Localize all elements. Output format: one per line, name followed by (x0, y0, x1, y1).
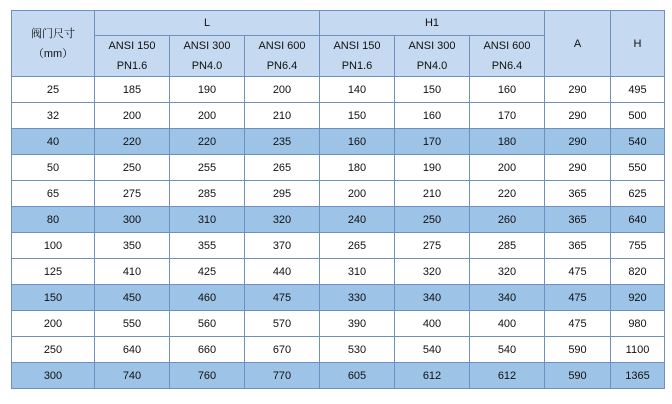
dimension-cell: 920 (611, 285, 665, 311)
dimension-cell: 310 (170, 207, 245, 233)
table-row (12, 77, 665, 103)
dimension-cell: 1365 (611, 363, 665, 389)
dimension-cell: 365 (545, 233, 611, 259)
dimension-cell: 400 (470, 311, 545, 337)
dimension-cell: 550 (611, 155, 665, 181)
valve-size-cell: 200 (12, 311, 95, 337)
pressure-class-ansi: ANSI 600 (258, 40, 306, 52)
dimension-table-container (11, 10, 665, 389)
dimension-cell: 475 (545, 285, 611, 311)
pressure-class-pn: PN1.6 (341, 60, 373, 72)
dimension-cell: 550 (95, 311, 170, 337)
dimension-cell: 370 (245, 233, 320, 259)
dimension-cell: 355 (170, 233, 245, 259)
dimension-cell: 200 (470, 155, 545, 181)
dimension-cell: 185 (95, 77, 170, 103)
table-row (12, 259, 665, 285)
pressure-class-pn: PN1.6 (116, 60, 148, 72)
dimension-cell: 285 (470, 233, 545, 259)
valve-dimension-table (11, 10, 665, 389)
dimension-cell: 235 (245, 129, 320, 155)
table-row (12, 103, 665, 129)
dimension-cell: 290 (545, 77, 611, 103)
dimension-cell: 740 (95, 363, 170, 389)
dimension-cell: 640 (611, 207, 665, 233)
valve-size-cell: 300 (12, 363, 95, 389)
table-row (12, 337, 665, 363)
valve-size-cell: 80 (12, 207, 95, 233)
pressure-class-ansi: ANSI 150 (108, 40, 156, 52)
dimension-cell: 450 (95, 285, 170, 311)
pressure-class-header (395, 36, 470, 77)
dimension-cell: 220 (170, 129, 245, 155)
dimension-cell: 540 (470, 337, 545, 363)
dimension-cell: 150 (320, 103, 395, 129)
pressure-class-pn: PN4.0 (191, 60, 223, 72)
table-row (12, 207, 665, 233)
dimension-cell: 250 (395, 207, 470, 233)
group-header-H1: H1 (320, 11, 545, 36)
dimension-cell: 495 (611, 77, 665, 103)
dimension-cell: 500 (611, 103, 665, 129)
pressure-class-header (245, 36, 320, 77)
dimension-cell: 300 (95, 207, 170, 233)
dimension-cell: 295 (245, 181, 320, 207)
dimension-cell: 410 (95, 259, 170, 285)
dimension-cell: 1100 (611, 337, 665, 363)
dimension-cell: 590 (545, 363, 611, 389)
dimension-cell: 200 (170, 103, 245, 129)
dimension-cell: 440 (245, 259, 320, 285)
valve-size-cell: 25 (12, 77, 95, 103)
dimension-cell: 220 (95, 129, 170, 155)
dimension-cell: 160 (320, 129, 395, 155)
dimension-cell: 755 (611, 233, 665, 259)
dimension-cell: 140 (320, 77, 395, 103)
dimension-cell: 160 (470, 77, 545, 103)
dimension-cell: 170 (470, 103, 545, 129)
valve-size-cell: 100 (12, 233, 95, 259)
dimension-cell: 540 (611, 129, 665, 155)
pressure-class-header (470, 36, 545, 77)
dimension-cell: 340 (395, 285, 470, 311)
dimension-cell: 612 (395, 363, 470, 389)
dimension-cell: 265 (320, 233, 395, 259)
dimension-cell: 290 (545, 129, 611, 155)
dimension-cell: 612 (470, 363, 545, 389)
table-row (12, 155, 665, 181)
column-header-A: A (545, 11, 611, 77)
dimension-cell: 320 (470, 259, 545, 285)
valve-size-cell: 40 (12, 129, 95, 155)
dimension-cell: 310 (320, 259, 395, 285)
dimension-cell: 330 (320, 285, 395, 311)
valve-size-cell: 50 (12, 155, 95, 181)
dimension-cell: 365 (545, 181, 611, 207)
dimension-cell: 530 (320, 337, 395, 363)
table-body (12, 77, 665, 389)
table-row (12, 285, 665, 311)
dimension-cell: 260 (470, 207, 545, 233)
dimension-cell: 320 (395, 259, 470, 285)
dimension-cell: 590 (545, 337, 611, 363)
dimension-cell: 475 (245, 285, 320, 311)
dimension-cell: 560 (170, 311, 245, 337)
pressure-class-ansi: ANSI 150 (333, 40, 381, 52)
table-row (12, 311, 665, 337)
valve-size-header (12, 11, 95, 77)
dimension-cell: 265 (245, 155, 320, 181)
dimension-cell: 570 (245, 311, 320, 337)
pressure-class-header (170, 36, 245, 77)
dimension-cell: 200 (95, 103, 170, 129)
pressure-class-ansi: ANSI 300 (408, 40, 456, 52)
dimension-cell: 220 (470, 181, 545, 207)
dimension-cell: 275 (395, 233, 470, 259)
dimension-cell: 150 (395, 77, 470, 103)
dimension-cell: 255 (170, 155, 245, 181)
dimension-cell: 640 (95, 337, 170, 363)
dimension-cell: 605 (320, 363, 395, 389)
dimension-cell: 540 (395, 337, 470, 363)
dimension-cell: 340 (470, 285, 545, 311)
valve-size-cell: 250 (12, 337, 95, 363)
dimension-cell: 425 (170, 259, 245, 285)
dimension-cell: 170 (395, 129, 470, 155)
pressure-class-ansi: ANSI 300 (183, 40, 231, 52)
dimension-cell: 275 (95, 181, 170, 207)
dimension-cell: 320 (245, 207, 320, 233)
dimension-cell: 670 (245, 337, 320, 363)
dimension-cell: 350 (95, 233, 170, 259)
table-row (12, 181, 665, 207)
dimension-cell: 285 (170, 181, 245, 207)
table-row (12, 129, 665, 155)
dimension-cell: 240 (320, 207, 395, 233)
dimension-cell: 160 (395, 103, 470, 129)
pressure-class-pn: PN6.4 (491, 60, 523, 72)
dimension-cell: 210 (395, 181, 470, 207)
valve-size-cell: 65 (12, 181, 95, 207)
dimension-cell: 760 (170, 363, 245, 389)
table-row (12, 233, 665, 259)
dimension-cell: 980 (611, 311, 665, 337)
dimension-cell: 200 (245, 77, 320, 103)
valve-size-header-unit: （mm） (32, 47, 74, 60)
dimension-cell: 475 (545, 311, 611, 337)
column-header-H: H (611, 11, 665, 77)
dimension-cell: 625 (611, 181, 665, 207)
valve-size-cell: 150 (12, 285, 95, 311)
dimension-cell: 190 (395, 155, 470, 181)
dimension-cell: 770 (245, 363, 320, 389)
dimension-cell: 180 (470, 129, 545, 155)
dimension-cell: 200 (320, 181, 395, 207)
dimension-cell: 390 (320, 311, 395, 337)
valve-size-cell: 32 (12, 103, 95, 129)
dimension-cell: 290 (545, 155, 611, 181)
dimension-cell: 475 (545, 259, 611, 285)
pressure-class-ansi: ANSI 600 (483, 40, 531, 52)
pressure-class-header (320, 36, 395, 77)
dimension-cell: 660 (170, 337, 245, 363)
dimension-cell: 210 (245, 103, 320, 129)
valve-size-header-label: 阀门尺寸 (31, 27, 75, 40)
dimension-cell: 290 (545, 103, 611, 129)
group-header-L: L (95, 11, 320, 36)
pressure-class-pn: PN4.0 (416, 60, 448, 72)
dimension-cell: 400 (395, 311, 470, 337)
pressure-class-pn: PN6.4 (266, 60, 298, 72)
table-row (12, 363, 665, 389)
dimension-cell: 365 (545, 207, 611, 233)
dimension-cell: 190 (170, 77, 245, 103)
dimension-cell: 180 (320, 155, 395, 181)
dimension-cell: 820 (611, 259, 665, 285)
dimension-cell: 460 (170, 285, 245, 311)
pressure-class-header (95, 36, 170, 77)
valve-size-cell: 125 (12, 259, 95, 285)
dimension-cell: 250 (95, 155, 170, 181)
